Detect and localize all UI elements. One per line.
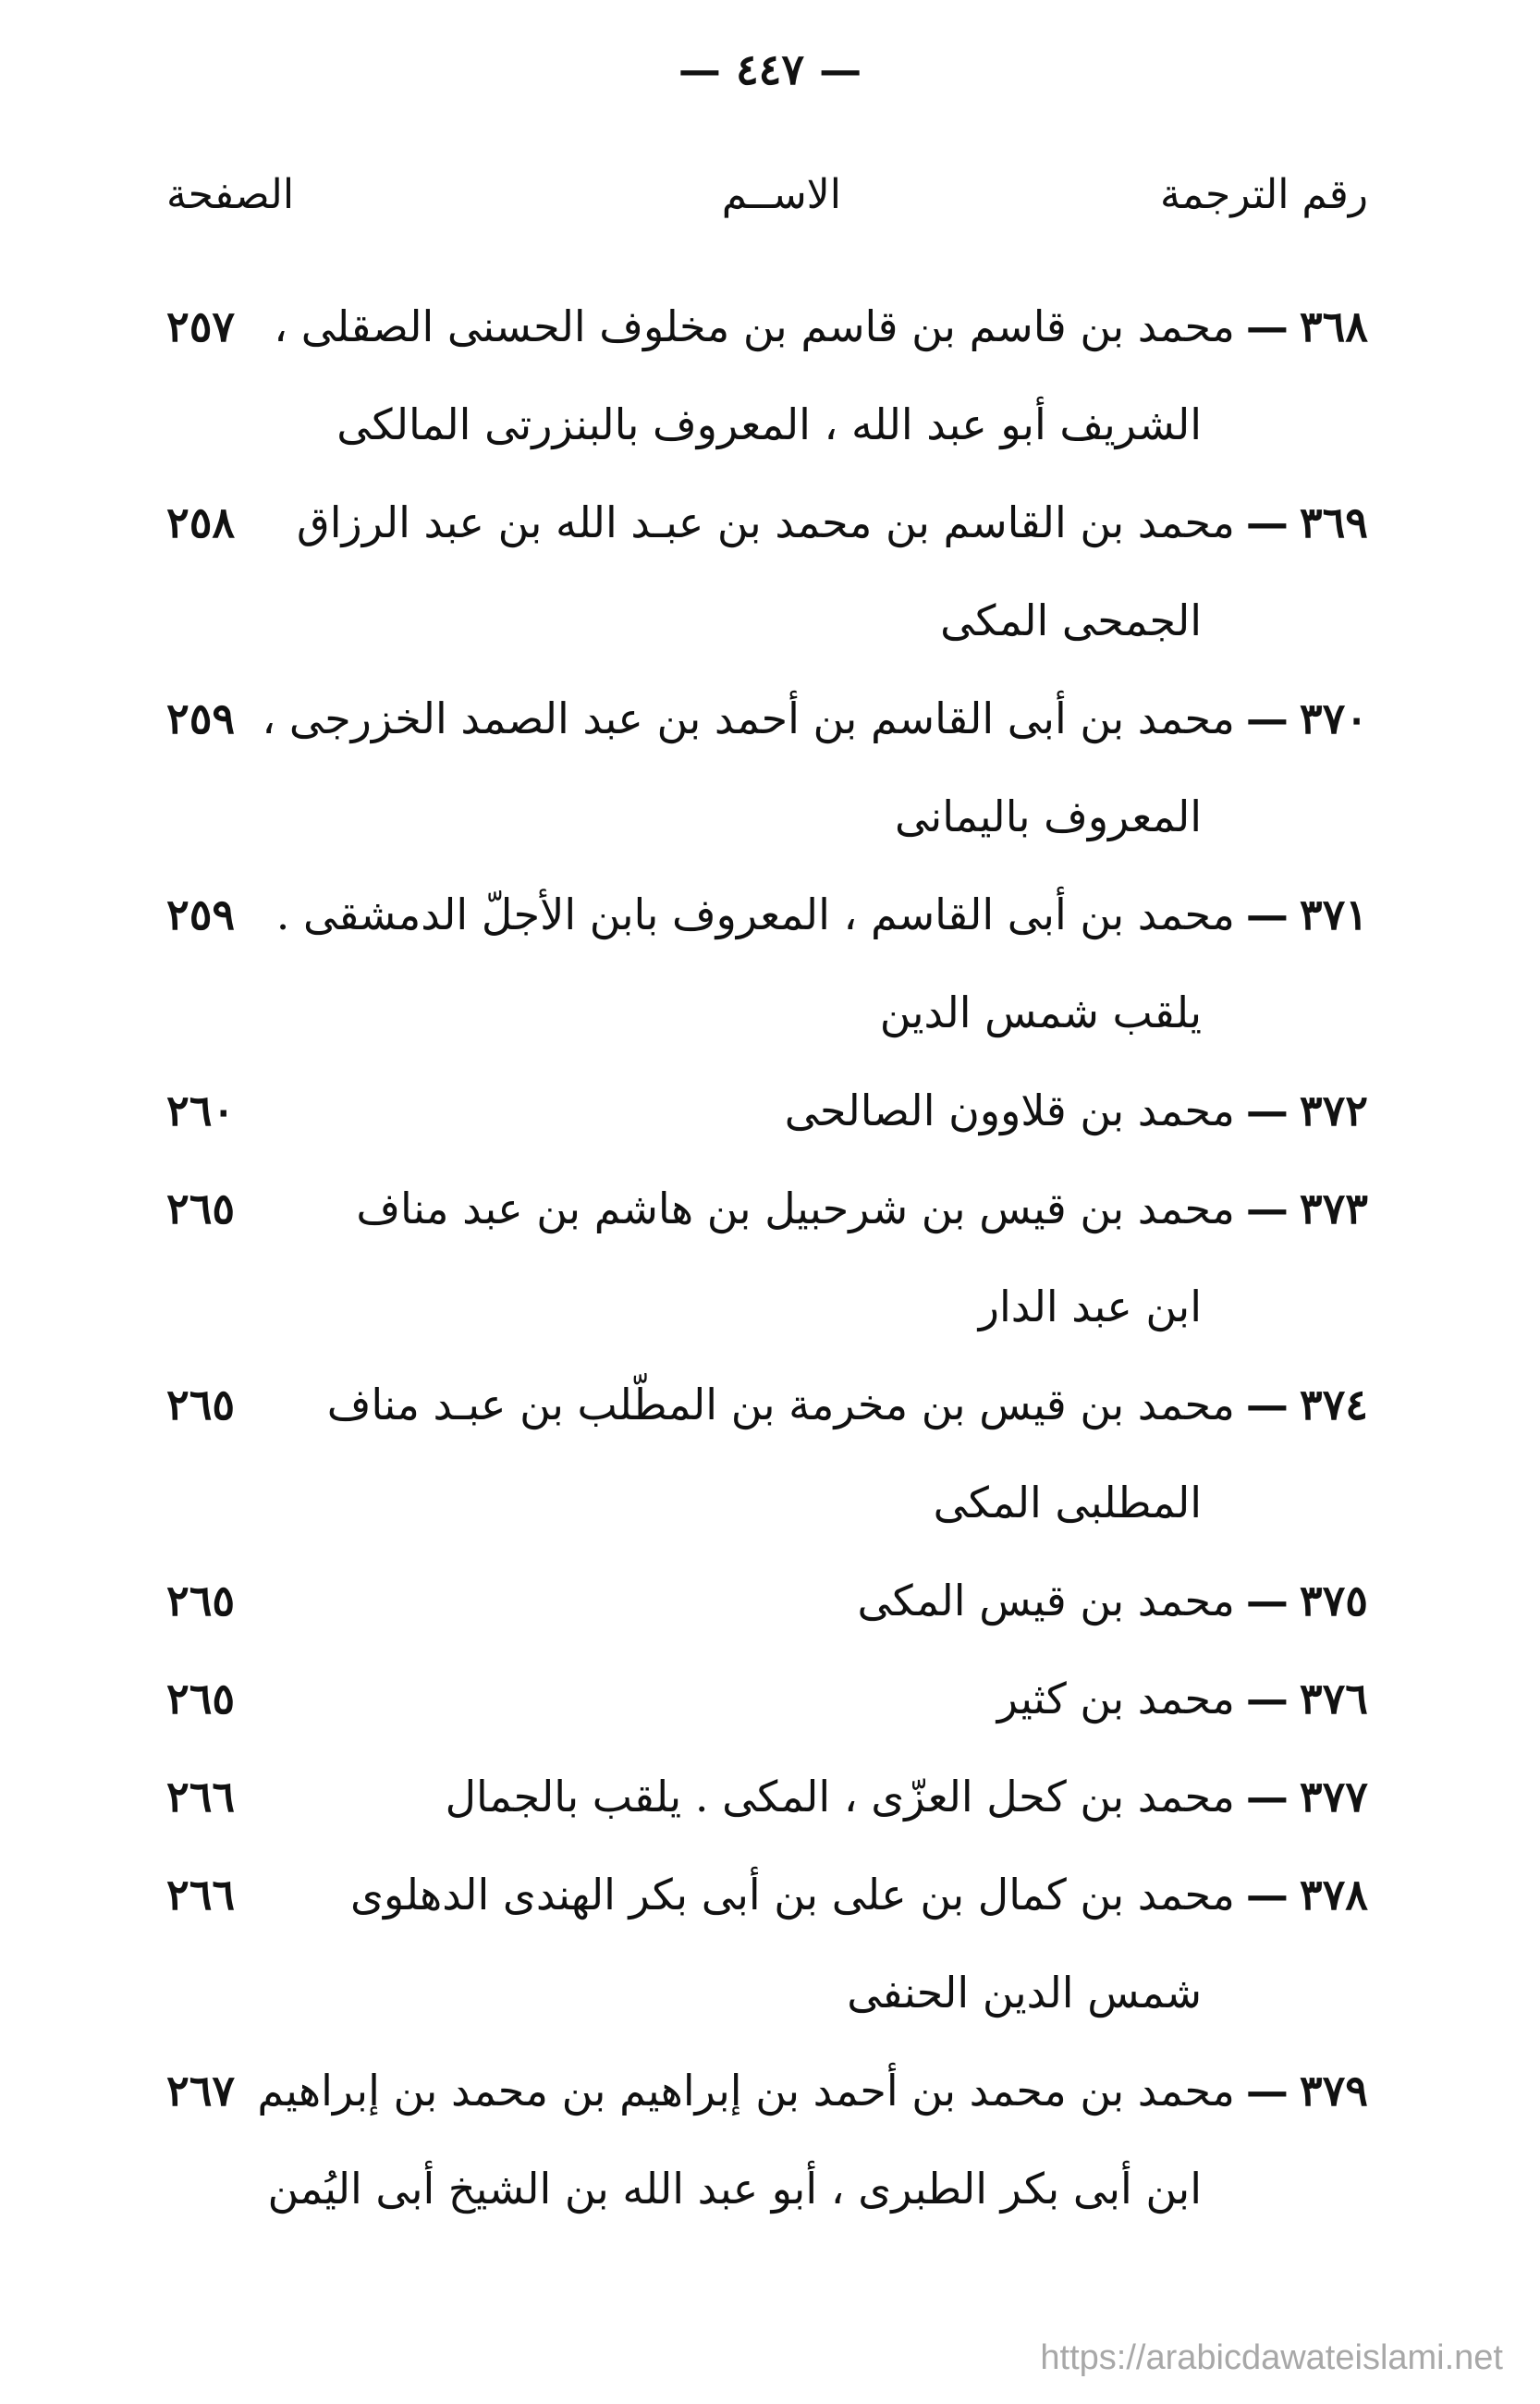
entry-first-line xyxy=(166,2042,1368,2140)
entry-first-line xyxy=(166,865,1368,963)
entry-dash: — xyxy=(1245,693,1289,743)
entry-number: ٣٧٦ xyxy=(1299,1674,1368,1723)
entry-name-text: محمد بن قاسم بن قاسم بن مخلوف الحسنى الصقلى ، xyxy=(274,301,1235,351)
entry-number: ٣٦٨ xyxy=(1299,301,1368,351)
entry-dash: — xyxy=(1245,1576,1289,1625)
entry-name-text: المعروف باليمانى xyxy=(895,791,1202,841)
entry-name-text: ابن عبد الدار xyxy=(978,1282,1202,1331)
entry-first-line xyxy=(166,1650,1368,1748)
entry-first-line xyxy=(166,473,1368,571)
entry-page-number: ٢٦٠ xyxy=(166,1085,236,1135)
index-entry xyxy=(166,2042,1368,2238)
entry-first-line xyxy=(166,1355,1368,1453)
entry-dash: — xyxy=(1245,1184,1289,1233)
entry-number: ٣٧١ xyxy=(1299,889,1368,939)
entry-dash: — xyxy=(1245,301,1289,351)
entry-dash: — xyxy=(1245,497,1289,547)
entry-number: ٣٦٩ xyxy=(1299,497,1368,547)
entry-name-text: محمد بن قيس بن مخرمة بن المطّلب بن عبـد مناف xyxy=(326,1380,1235,1429)
entry-first-line xyxy=(166,1159,1368,1257)
entry-continuation-line xyxy=(166,963,1368,1061)
index-entry xyxy=(166,1748,1368,1846)
entry-page-number: ٢٥٨ xyxy=(166,497,236,547)
entry-number: ٣٧٣ xyxy=(1299,1184,1368,1233)
entry-name-text: شمس الدين الحنفى xyxy=(847,1968,1202,2018)
entry-name-text: محمد بن محمد بن أحمد بن إبراهيم بن محمد بن إبراهيم xyxy=(257,2066,1235,2116)
entry-page-number: ٢٥٩ xyxy=(166,889,236,939)
index-entry xyxy=(166,1650,1368,1748)
page-number: — ٤٤٧ — xyxy=(678,44,862,94)
entry-continuation-line xyxy=(166,767,1368,865)
entry-page-number: ٢٦٥ xyxy=(166,1184,236,1233)
entry-dash: — xyxy=(1245,1870,1289,1920)
index-entry xyxy=(166,1061,1368,1159)
entry-first-line xyxy=(166,669,1368,767)
entry-dash: — xyxy=(1245,889,1289,939)
entry-page-number: ٢٦٦ xyxy=(166,1870,236,1920)
entry-name-text: يلقب شمس الدين xyxy=(879,987,1202,1037)
entry-first-line xyxy=(166,1552,1368,1650)
entry-name-text: محمد بن أبى القاسم بن أحمد بن عبد الصمد الخزرجى ، xyxy=(262,693,1235,743)
entry-dash: — xyxy=(1245,1085,1289,1135)
watermark-url: https://arabicdawateislami.net xyxy=(1040,2338,1503,2377)
entry-name-text: الجمحى المكى xyxy=(940,595,1202,645)
entry-first-line xyxy=(166,1846,1368,1944)
entry-first-line xyxy=(166,277,1368,375)
entry-dash: — xyxy=(1245,1674,1289,1723)
entry-name-text: ابن أبى بكر الطبرى ، أبو عبد الله بن الشيخ أبى اليُمن xyxy=(267,2164,1202,2214)
table-header xyxy=(166,171,1368,236)
index-entry xyxy=(166,865,1368,1061)
index-entry xyxy=(166,1355,1368,1552)
entry-name-text: محمد بن قلاوون الصالحى xyxy=(784,1085,1235,1135)
index-entries xyxy=(166,277,1368,2238)
entry-page-number: ٢٦٧ xyxy=(166,2066,236,2116)
entry-number: ٣٧٨ xyxy=(1299,1870,1368,1920)
entry-continuation-line xyxy=(166,571,1368,669)
entry-number: ٣٧٩ xyxy=(1299,2066,1368,2116)
entry-continuation-line xyxy=(166,375,1368,473)
entry-page-number: ٢٦٥ xyxy=(166,1576,236,1625)
entry-name-text: محمد بن أبى القاسم ، المعروف بابن الأجلّ الدمشقى . xyxy=(275,889,1235,939)
entry-continuation-line xyxy=(166,2140,1368,2238)
entry-page-number: ٢٦٥ xyxy=(166,1674,236,1723)
index-entry xyxy=(166,473,1368,669)
entry-first-line xyxy=(166,1748,1368,1846)
entry-dash: — xyxy=(1245,1380,1289,1429)
entry-name-text: الشريف أبو عبد الله ، المعروف بالبنزرتى المالكى xyxy=(336,399,1202,449)
entry-name-text: محمد بن قيس المكى xyxy=(857,1576,1235,1625)
entry-name-text: محمد بن القاسم بن محمد بن عبـد الله بن عبد الرزاق xyxy=(297,497,1235,547)
entry-name-text: محمد بن كثير xyxy=(996,1674,1235,1723)
entry-dash: — xyxy=(1245,2066,1289,2116)
index-entry xyxy=(166,669,1368,865)
index-entry xyxy=(166,277,1368,473)
entry-page-number: ٢٦٥ xyxy=(166,1380,236,1429)
entry-first-line xyxy=(166,1061,1368,1159)
entry-page-number: ٢٥٩ xyxy=(166,693,236,743)
index-entry xyxy=(166,1846,1368,2042)
index-entry xyxy=(166,1159,1368,1355)
entry-continuation-line xyxy=(166,1453,1368,1552)
entry-number: ٣٧٤ xyxy=(1299,1380,1368,1429)
entry-number: ٣٧٠ xyxy=(1299,693,1368,743)
entry-page-number: ٢٦٦ xyxy=(166,1772,236,1821)
entry-name-text: محمد بن كمال بن على بن أبى بكر الهندى الدهلوى xyxy=(350,1870,1235,1920)
entry-continuation-line xyxy=(166,1944,1368,2042)
entry-number: ٣٧٧ xyxy=(1299,1772,1368,1821)
header-name-label: الاســم xyxy=(721,171,841,218)
entry-name-text: محمد بن قيس بن شرحبيل بن هاشم بن عبد مناف xyxy=(356,1184,1235,1233)
entry-number: ٣٧٢ xyxy=(1299,1085,1368,1135)
header-number-label: رقم الترجمة xyxy=(1160,171,1368,218)
entry-dash: — xyxy=(1245,1772,1289,1821)
entry-name-text: محمد بن كحل العزّى ، المكى . يلقب بالجمال xyxy=(445,1772,1235,1821)
entry-name-text: المطلبى المكى xyxy=(933,1478,1202,1527)
entry-page-number: ٢٥٧ xyxy=(166,301,236,351)
index-entry xyxy=(166,1552,1368,1650)
entry-continuation-line xyxy=(166,1257,1368,1355)
header-page-label: الصفحة xyxy=(166,171,295,218)
entry-number: ٣٧٥ xyxy=(1299,1576,1368,1625)
